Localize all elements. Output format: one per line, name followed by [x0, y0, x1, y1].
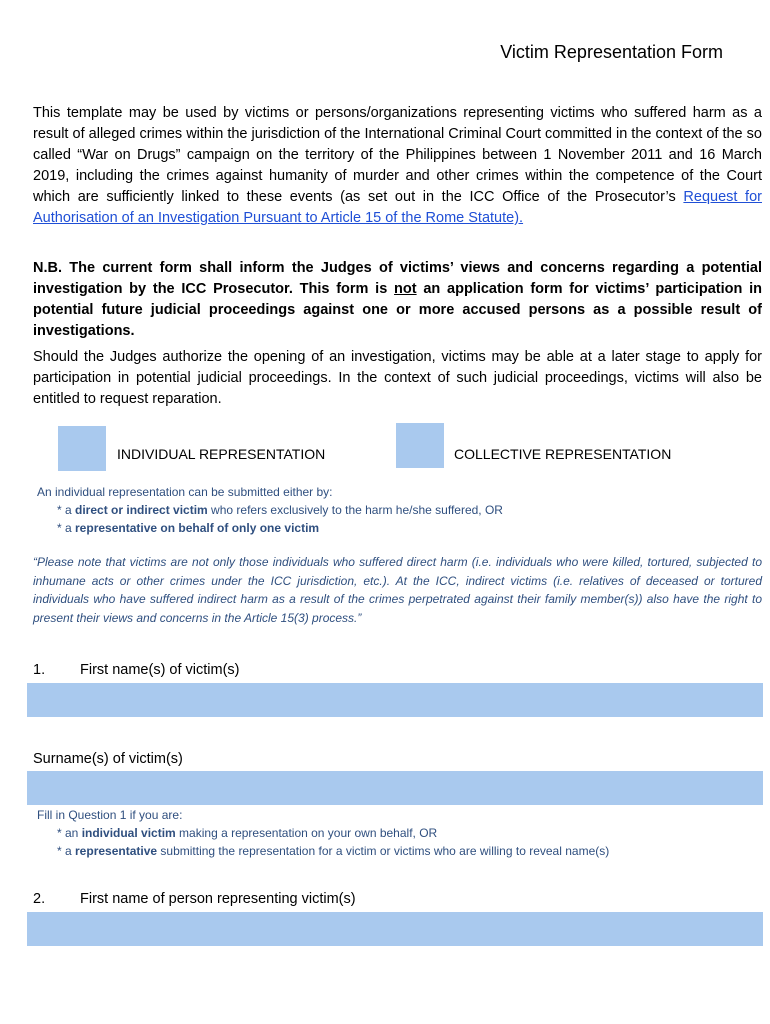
individual-representation-note: [37, 483, 503, 537]
rome-statute-link[interactable]: Request for Authorisation of an Investigation Pursuant to Article 15 of the Rome Statute).: [33, 189, 762, 226]
individual-note-item-2: [37, 519, 503, 537]
item-rest: making a representation on your own behalf, OR: [175, 826, 438, 840]
item-prefix: * a: [57, 521, 76, 535]
individual-representation-label: INDIVIDUAL REPRESENTATION: [117, 446, 326, 462]
collective-representation-label: COLLECTIVE REPRESENTATION: [454, 446, 672, 462]
item-prefix: * a: [57, 844, 76, 858]
q1-note-item-2: [37, 842, 609, 860]
question-1-first-name-label: First name(s) of victim(s): [80, 662, 240, 678]
item-prefix: * a: [57, 503, 76, 517]
representative-first-name-field[interactable]: [27, 912, 763, 946]
collective-representation-checkbox[interactable]: [396, 423, 444, 468]
judges-paragraph: Should the Judges authorize the opening of an investigation, victims may be able at a later stage to apply for participation in potential judicial proceedings. In the context of such judicial proceedings, victims will also be entitled to request reparation.: [33, 349, 762, 407]
question-1-note: [37, 806, 609, 860]
item-bold: direct or indirect victim: [75, 503, 208, 517]
victim-first-name-field[interactable]: [27, 683, 763, 717]
item-bold: individual victim: [81, 826, 176, 840]
item-prefix: * an: [57, 826, 82, 840]
individual-representation-checkbox[interactable]: [58, 426, 106, 471]
victim-surname-field[interactable]: [27, 771, 763, 805]
q1-note-item-1: [37, 824, 609, 842]
item-bold: representative on behalf of only one victim: [75, 521, 320, 535]
nb-text-after: an application form for victims’ participation in potential future judicial proceedings against one or more accused persons as a possible result of investigations.: [33, 281, 762, 339]
form-title: Victim Representation Form: [500, 42, 723, 62]
intro-text: This template may be used by victims or persons/organizations representing victims who suffered harm as a result of alleged crimes within the jurisdiction of the International Criminal Court committed in the context of the so called “War on Drugs” campaign on the territory of the Philippines between 1 November 2011 and 16 March 2019, including the crimes against humanity of murder and other crimes within the competence of the Court which are sufficiently linked to these events (as set out in the ICC Office of the Prosecutor’s: [33, 105, 762, 205]
item-bold: representative: [75, 844, 158, 858]
nb-underlined-not: not: [394, 281, 417, 297]
item-rest: who refers exclusively to the harm he/she suffered, OR: [207, 503, 503, 517]
question-1-number: 1.: [33, 662, 46, 678]
individual-note-item-1: [37, 501, 503, 519]
nb-text-before: N.B. The current form shall inform the Judges of victims’ views and concerns regarding a potential investigation by the ICC Prosecutor. This form is: [33, 260, 762, 297]
nb-paragraph: [33, 258, 762, 342]
surname-label: Surname(s) of victim(s): [33, 751, 183, 767]
indirect-victims-quote: “Please note that victims are not only those individuals who suffered direct harm (i.e. individuals who were killed, tortured, subjected to inhumane acts or other crimes under the ICC jurisdiction, etc.). At the ICC, indirect victims (i.e. relatives of deceased or tortured individuals who have suffered indirect harm as a result of the crimes perpetrated against their family member(s)) also have the right to present their views and concerns in the Article 15(3) process.”: [33, 555, 762, 625]
q1-note-heading: Fill in Question 1 if you are:: [37, 808, 183, 822]
question-2-number: 2.: [33, 891, 46, 907]
individual-note-heading: An individual representation can be submitted either by:: [37, 485, 333, 499]
intro-paragraph: [33, 103, 762, 229]
question-2-label: First name of person representing victim(s): [80, 891, 356, 907]
item-rest: submitting the representation for a victim or victims who are willing to reveal name(s): [157, 844, 610, 858]
